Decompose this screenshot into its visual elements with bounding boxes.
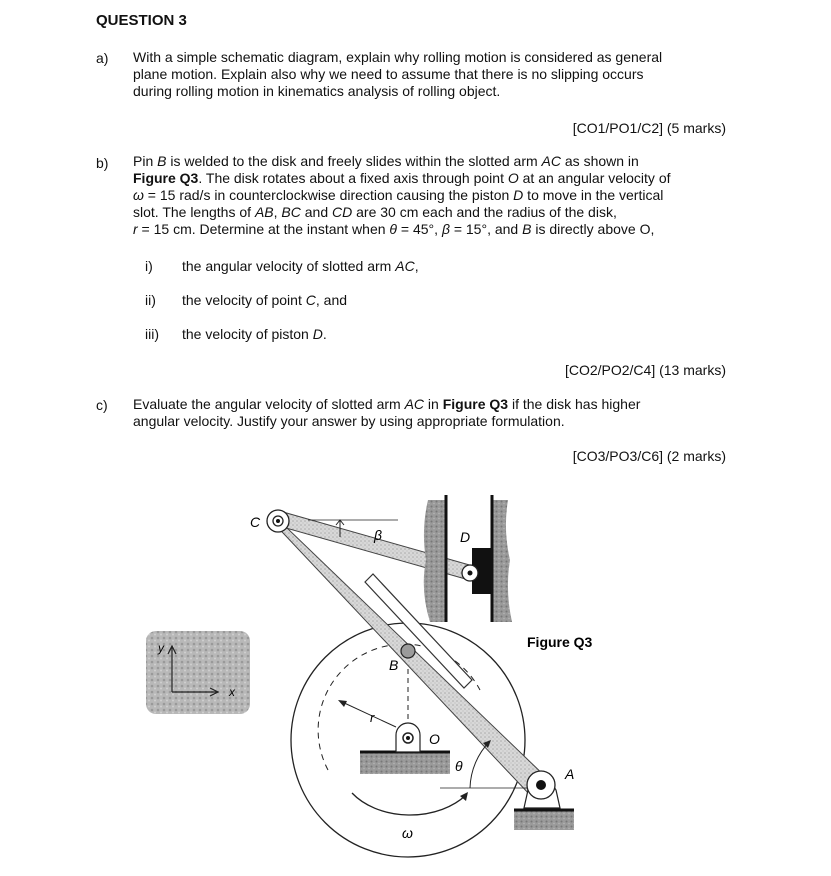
- part-a-label: a): [96, 50, 109, 66]
- label-beta: β: [374, 527, 382, 543]
- part-b-line-1: Pin B is welded to the disk and freely slides within the slotted arm AC as shown in: [133, 153, 639, 169]
- slot-wall-left: [424, 500, 446, 622]
- part-b-text: [133, 153, 726, 238]
- part-b-line-5: r = 15 cm. Determine at the instant when θ = 45°, β = 15°, and B is directly above O,: [133, 221, 655, 237]
- label-omega: ω: [402, 825, 413, 841]
- part-b-marks: [CO2/PO2/C4] (13 marks): [564, 362, 726, 378]
- label-a: A: [565, 766, 575, 782]
- pin-b: [401, 644, 415, 658]
- pin-a: [536, 780, 546, 790]
- part-c-marks: [CO3/PO3/C6] (2 marks): [572, 448, 726, 464]
- part-c-label: c): [96, 397, 108, 413]
- sub-iii-text: the velocity of piston D.: [182, 326, 327, 342]
- pin-d: [468, 571, 473, 576]
- x-axis-label: x: [229, 685, 235, 699]
- part-a-line-3: during rolling motion in kinematics analysis of rolling object.: [133, 83, 501, 99]
- pin-o: [406, 736, 410, 740]
- part-a-line-2: plane motion. Explain also why we need to assume that there is no slipping occurs: [133, 66, 644, 82]
- part-b-line-4: slot. The lengths of AB, BC and CD are 30 cm each and the radius of the disk,: [133, 204, 617, 220]
- label-c: C: [250, 514, 261, 530]
- part-b-line-3: ω = 15 rad/s in counterclockwise direction causing the piston D to move in the vertical: [133, 187, 664, 203]
- part-c-line-2: angular velocity. Justify your answer by using appropriate formulation.: [133, 413, 565, 429]
- part-a-text: [133, 49, 726, 100]
- sub-i-number: i): [145, 258, 153, 274]
- part-a-line-1: With a simple schematic diagram, explain why rolling motion is considered as general: [133, 49, 663, 65]
- pin-c: [276, 519, 280, 523]
- label-r: r: [370, 710, 375, 725]
- sub-ii-number: ii): [145, 292, 156, 308]
- label-o: O: [429, 731, 440, 747]
- part-c-text: [133, 396, 726, 430]
- slot-wall-right: [492, 500, 512, 622]
- y-axis-label: y: [158, 641, 164, 655]
- part-b-label: b): [96, 155, 109, 171]
- figure-caption: Figure Q3: [527, 634, 593, 650]
- label-theta: θ: [455, 758, 463, 774]
- sub-ii-text: the velocity of point C, and: [182, 292, 348, 308]
- label-d: D: [460, 529, 471, 545]
- sub-iii-number: iii): [145, 326, 159, 342]
- figure-q3: [0, 480, 831, 876]
- part-c-line-1: Evaluate the angular velocity of slotted arm AC in Figure Q3 if the disk has higher: [133, 396, 641, 412]
- part-b-line-2: Figure Q3. The disk rotates about a fixed axis through point O at an angular velocity of: [133, 170, 671, 186]
- ground-o: [360, 752, 450, 774]
- question-title: QUESTION 3: [96, 12, 187, 29]
- sub-i-text: the angular velocity of slotted arm AC,: [182, 258, 419, 274]
- ground-a: [514, 810, 574, 830]
- label-b: B: [389, 657, 399, 673]
- part-a-marks: [CO1/PO1/C2] (5 marks): [572, 120, 726, 136]
